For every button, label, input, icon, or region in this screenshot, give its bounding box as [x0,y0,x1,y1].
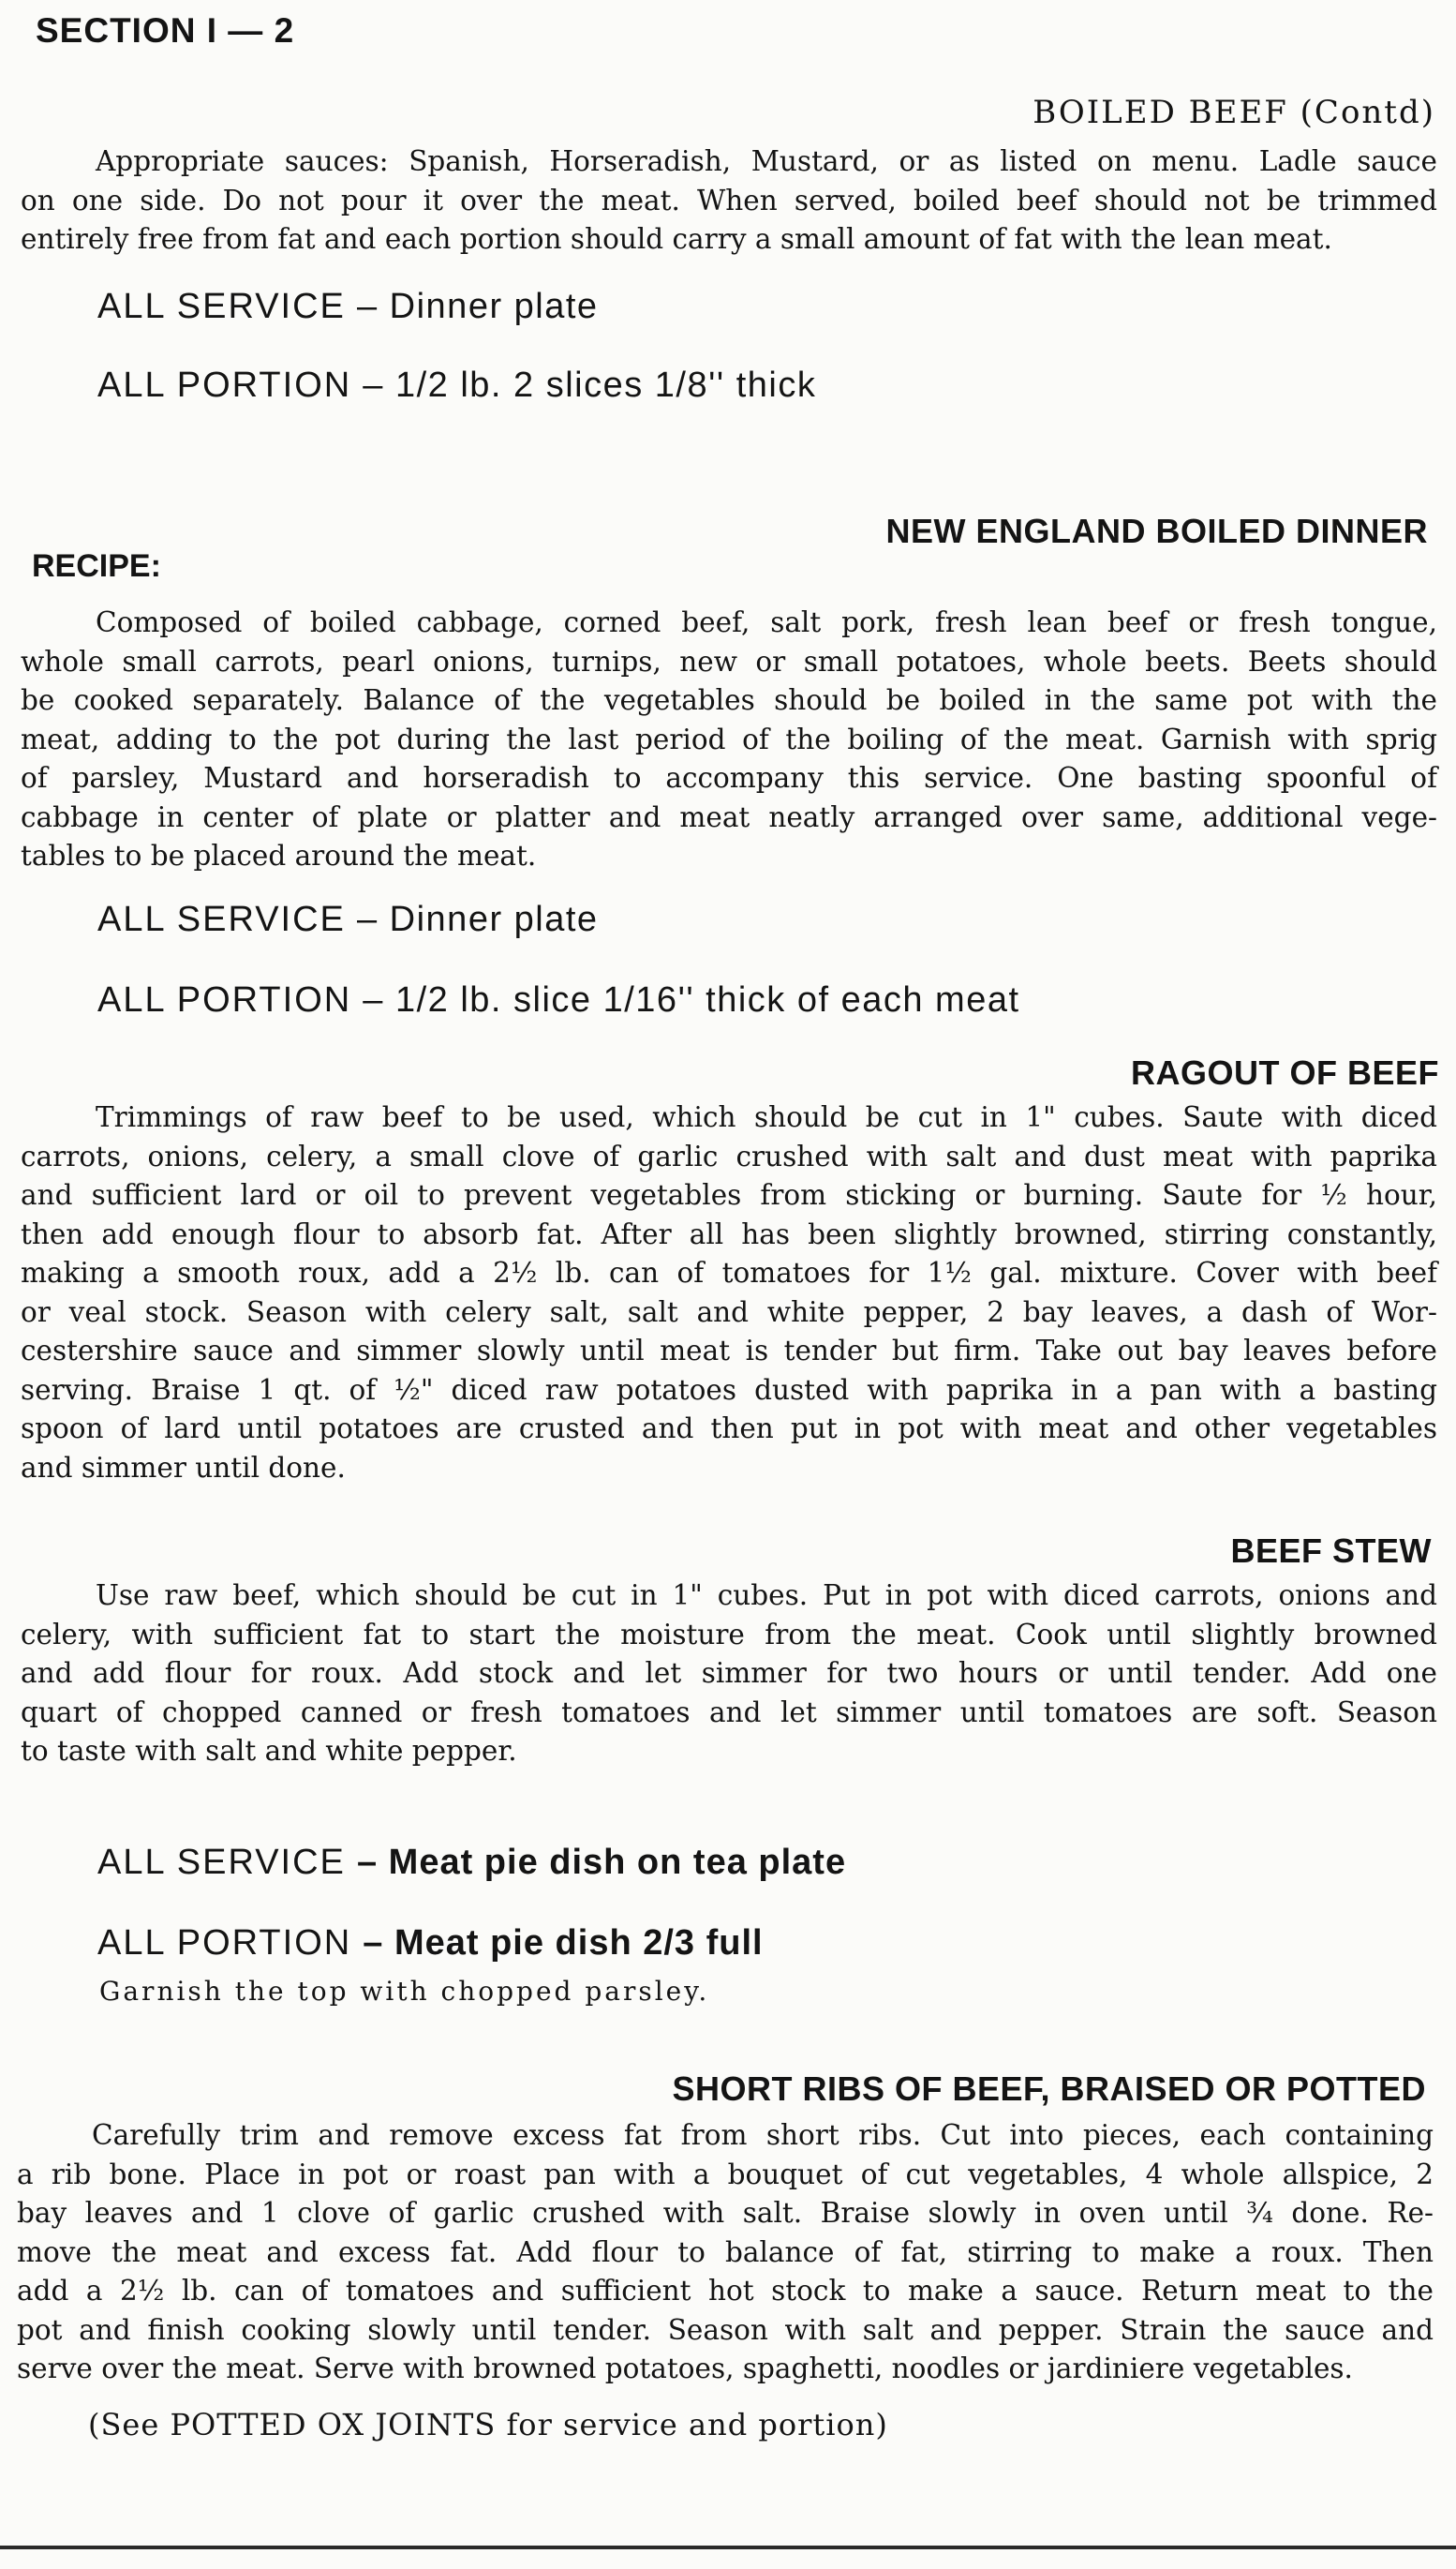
bottom-rule [0,2546,1456,2549]
paragraph-line: or veal stock. Season with celery salt, salt and white pepper, 2 bay leaves, a dash of Wor- [21,1295,1437,1328]
short-ribs-heading: SHORT RIBS OF BEEF, BRAISED OR POTTED [672,2069,1426,2108]
ragout-paragraph [21,1098,1437,1487]
paragraph-line: Trimmings of raw beef to be used, which should be cut in 1" cubes. Saute with diced [96,1101,1437,1133]
beef-stew-heading: BEEF STEW [1230,1531,1432,1570]
service-value: – Dinner plate [356,287,599,326]
paragraph-line: Carefully trim and remove excess fat from short ribs. Cut into pieces, each containing [92,2119,1434,2151]
portion-key: ALL PORTION [97,366,352,405]
beef-stew-portion [97,1923,764,1964]
paragraph-line: then add enough flour to absorb fat. After all has been slightly browned, stirring constantly, [21,1217,1437,1250]
service-key: ALL SERVICE [97,287,346,326]
ragout-heading: RAGOUT OF BEEF [1131,1053,1439,1092]
garnish-note: Garnish the top with chopped parsley. [99,1976,710,2007]
paragraph-line: and sufficient lard or oil to prevent vegetables from sticking or burning. Saute for ½ hour, [21,1179,1437,1211]
service-value: – Dinner plate [356,900,599,939]
boiled-beef-service [97,287,599,327]
new-england-portion [97,980,1020,1021]
paragraph-line: move the meat and excess fat. Add flour to balance of fat, stirring to make a roux. Then [17,2235,1434,2268]
new-england-paragraph [21,604,1437,876]
boiled-beef-portion [97,366,816,406]
paragraph-line: making a smooth roux, add a 2½ lb. can of tomatoes for 1½ gal. mixture. Cover with beef [21,1257,1437,1289]
portion-value: – 1/2 lb. 2 slices 1/8'' thick [363,366,817,405]
paragraph-line: add a 2½ lb. can of tomatoes and sufficient hot stock to make a sauce. Return meat to the [17,2275,1434,2307]
paragraph-line: tables to be placed around the meat. [21,840,537,872]
paragraph-line: serve over the meat. Serve with browned potatoes, spaghetti, noodles or jardiniere vegetables. [17,2352,1353,2384]
paragraph-line: to taste with salt and white pepper. [21,1735,517,1767]
short-ribs-paragraph [17,2116,1434,2389]
beef-stew-service [97,1843,846,1883]
boiled-beef-heading: BOILED BEEF (Contd) [1033,94,1435,131]
paragraph-line: cestershire sauce and simmer slowly until meat is tender but firm. Take out bay leaves before [21,1335,1437,1367]
paragraph-line: spoon of lard until potatoes are crusted and then put in pot with meat and other vegetables [21,1412,1437,1444]
service-key: ALL SERVICE [97,900,346,939]
paragraph-line: serving. Braise 1 qt. of ½" diced raw potatoes dusted with paprika in a pan with a basting [21,1373,1437,1406]
paragraph-line: celery, with sufficient fat to start the moisture from the meat. Cook until slightly browned [21,1618,1437,1650]
new-england-heading: NEW ENGLAND BOILED DINNER [885,512,1428,550]
new-england-service [97,900,599,940]
portion-value: – Meat pie dish 2/3 full [363,1923,764,1963]
paragraph-line: meat, adding to the pot during the last period of the boiling of the meat. Garnish with sprig [21,723,1437,755]
paragraph-line: and simmer until done. [21,1451,346,1484]
paragraph-line: bay leaves and 1 clove of garlic crushed with salt. Braise slowly in oven until ¾ done. Re- [17,2197,1434,2229]
paragraph-line: entirely free from fat and each portion should carry a small amount of fat with the lean meat. [21,223,1332,255]
paragraph-line: quart of chopped canned or fresh tomatoes and let simmer until tomatoes are soft. Season [21,1695,1437,1728]
paragraph-line: and add flour for roux. Add stock and let simmer for two hours or until tender. Add one [21,1657,1437,1689]
boiled-beef-paragraph [21,142,1437,260]
paragraph-line: Composed of boiled cabbage, corned beef, salt pork, fresh lean beef or fresh tongue, [96,606,1437,638]
paragraph-line: Appropriate sauces: Spanish, Horseradish, Mustard, or as listed on menu. Ladle sauce [96,145,1437,177]
portion-key: ALL PORTION [97,1923,352,1963]
paragraph-line: cabbage in center of plate or platter and meat neatly arranged over same, additional vege- [21,800,1437,833]
paragraph-line: be cooked separately. Balance of the vegetables should be boiled in the same pot with the [21,684,1437,716]
paragraph-line: a rib bone. Place in pot or roast pan with a bouquet of cut vegetables, 4 whole allspice, 2 [17,2158,1434,2190]
beef-stew-paragraph [21,1576,1437,1771]
portion-value: – 1/2 lb. slice 1/16'' thick of each meat [363,980,1020,1020]
paragraph-line: on one side. Do not pour it over the meat. When served, boiled beef should not be trimmed [21,184,1437,217]
recipe-label: RECIPE: [32,548,161,584]
paragraph-line: Use raw beef, which should be cut in 1" cubes. Put in pot with diced carrots, onions and [96,1579,1437,1611]
section-title: SECTION I — 2 [36,11,295,50]
service-key: ALL SERVICE [97,1843,346,1882]
paragraph-line: whole small carrots, pearl onions, turnips, new or small potatoes, whole beets. Beets should [21,645,1437,678]
portion-key: ALL PORTION [97,980,352,1020]
paragraph-line: of parsley, Mustard and horseradish to accompany this service. One basting spoonful of [21,762,1437,794]
paragraph-line: pot and finish cooking slowly until tender. Season with salt and pepper. Strain the sauce and [17,2313,1434,2346]
see-also-note: (See POTTED OX JOINTS for service and portion) [88,2407,888,2442]
service-value: – Meat pie dish on tea plate [356,1843,847,1882]
paragraph-line: carrots, onions, celery, a small clove of garlic crushed with salt and dust meat with paprika [21,1140,1437,1172]
